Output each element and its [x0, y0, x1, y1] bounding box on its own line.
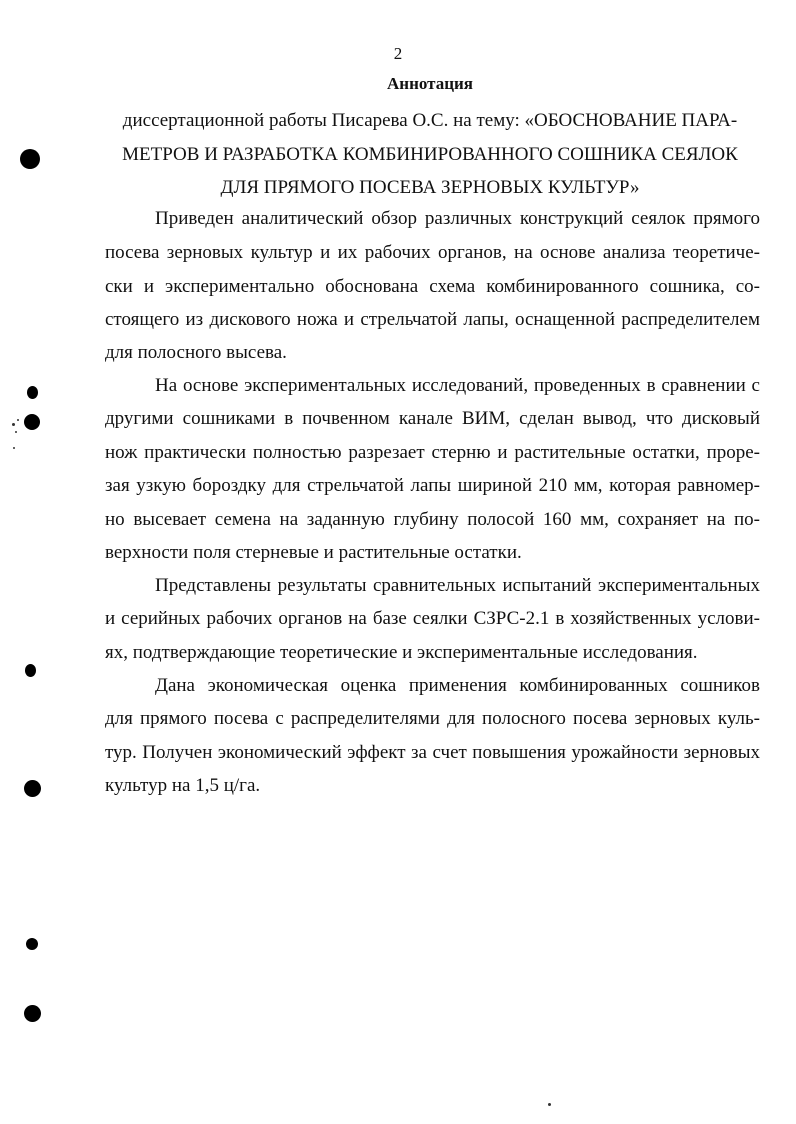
body-line: для прямого посева с распределителями для полосного посева зерновых куль- [105, 708, 760, 729]
body-line: нож практически полностью разрезает стерню и растительные остатки, проре- [105, 442, 760, 463]
body-line: Представлены результаты сравнительных испытаний экспериментальных [155, 575, 760, 596]
binding-hole-mark [26, 938, 38, 950]
body-line: но высевает семена на заданную глубину полосой 160 мм, сохраняет на по- [105, 509, 760, 530]
body-line: для полосного высева. [105, 342, 287, 363]
scan-speck [13, 447, 15, 449]
scan-speck [15, 431, 17, 433]
body-line: стоящего из дискового ножа и стрельчатой лапы, оснащенной распределителем [105, 309, 760, 330]
scan-speck [17, 419, 19, 421]
scan-speck [548, 1103, 551, 1106]
body-line: тур. Получен экономический эффект за счет повышения урожайности зерновых [105, 742, 760, 763]
body-line: На основе экспериментальных исследований, проведенных в сравнении с [155, 375, 760, 396]
annotation-heading: Аннотация [387, 74, 473, 93]
title-line: ДЛЯ ПРЯМОГО ПОСЕВА ЗЕРНОВЫХ КУЛЬТУР» [220, 177, 640, 198]
body-line: и серийных рабочих органов на базе сеялки СЗРС-2.1 в хозяйственных услови- [105, 608, 760, 629]
scan-speck [12, 423, 15, 426]
body-line: зая узкую бороздку для стрельчатой лапы шириной 210 мм, которая равномер- [105, 475, 760, 496]
body-line: культур на 1,5 ц/га. [105, 775, 261, 796]
body-line: ях, подтверждающие теоретические и экспериментальные исследования. [105, 642, 698, 663]
binding-hole-mark [20, 149, 40, 169]
body-line: Приведен аналитический обзор различных конструкций сеялок прямого [155, 208, 760, 229]
binding-hole-mark [25, 664, 36, 677]
body-line: Дана экономическая оценка применения комбинированных сошников [155, 675, 760, 696]
title-line: МЕТРОВ И РАЗРАБОТКА КОМБИНИРОВАННОГО СОШНИКА СЕЯЛОК [122, 144, 738, 165]
page-number: 2 [393, 44, 403, 63]
binding-hole-mark [24, 780, 41, 797]
body-line: верхности поля стерневые и растительные остатки. [105, 542, 522, 563]
binding-hole-mark [27, 386, 38, 399]
binding-hole-mark [24, 414, 40, 430]
binding-hole-mark [24, 1005, 41, 1022]
body-line: другими сошниками в почвенном канале ВИМ, сделан вывод, что дисковый [105, 408, 760, 429]
body-line: ски и экспериментально обоснована схема комбинированного сошника, со- [105, 276, 760, 297]
body-line: посева зерновых культур и их рабочих органов, на основе анализа теоретиче- [105, 242, 760, 263]
title-line: диссертационной работы Писарева О.С. на тему: «ОБОСНОВАНИЕ ПАРА- [122, 110, 738, 131]
